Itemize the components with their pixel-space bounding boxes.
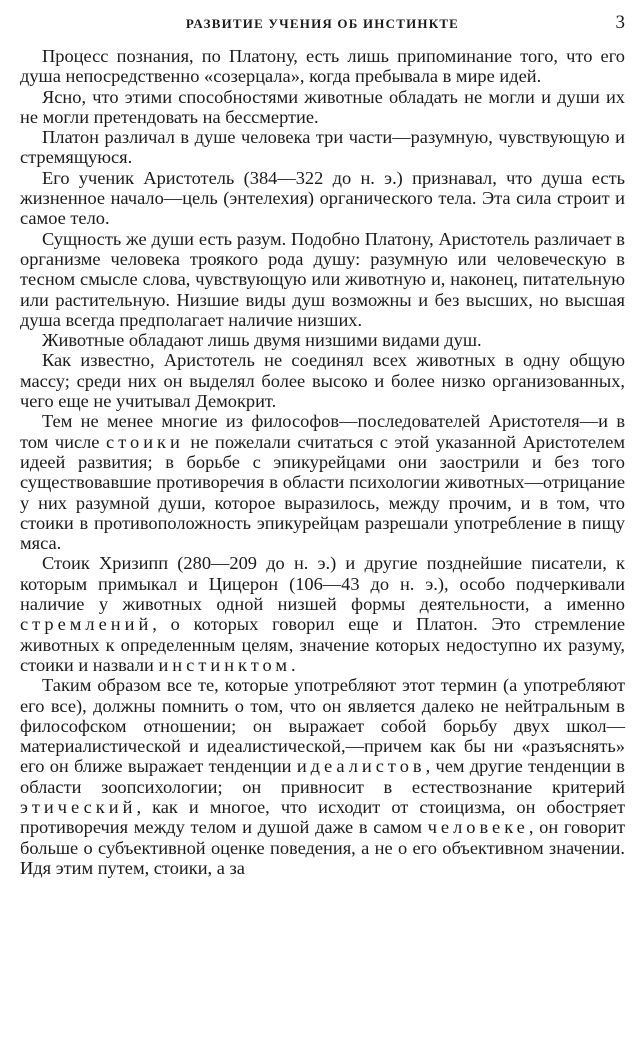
paragraph: Сущность же души есть разум. Подобно Платону, Аристотель различает в организме человека троякого рода душу: разумную или человеческую в тесном смысле слова, чувствующую или животную и, наконец, питательную или растительную. Низшие виды душ возможны и без высших, но высшая душа всегда предполагает наличие низших. xyxy=(20,228,625,330)
paragraph: Животные обладают лишь двумя низшими видами душ. xyxy=(42,330,482,351)
spaced-emphasis: инстинктом xyxy=(158,654,292,675)
page-header xyxy=(20,12,625,46)
page-number: 3 xyxy=(615,12,625,33)
paragraph: Процесс познания, по Платону, есть лишь припоминание того, что его душа непосредственно «созерцала», когда пребывала в мире идей. xyxy=(20,46,625,87)
body-text xyxy=(20,46,625,878)
paragraph: Ясно, что этими способностями животные обладать не могли и души их не могли претендовать на бессмертие. xyxy=(20,86,625,127)
paragraph: Как известно, Аристотель не соединял всех животных в одну общую массу; среди них он выделял более высоко и более низко организованных, чего еще не учитывал Демокрит. xyxy=(20,350,625,412)
paragraph: Таким образом все те, которые употребляют этот термин (а употребляют его все), должны помнить о том, что он является далеко не нейтральным в философском отношении; он выражает собой борьбу двух школ—материалистической и идеалистической,—причем как бы ни «разъяснять» его он ближе выражает тенденции идеалистов, чем другие тенденции в области зоопсихологии; он привносит в естествознание критерий этический, как и многое, что исходит от стоицизма, он обостряет противоречия между телом и душой даже в самом человеке, он говорит больше о субъективной оценке поведения, а не о его объективном значении. Идя этим путем, стоики, а за xyxy=(20,675,625,878)
spaced-emphasis: стоики xyxy=(106,431,184,452)
spaced-emphasis: человеке xyxy=(427,817,529,838)
spaced-emphasis: идеалистов xyxy=(296,756,426,777)
paragraph: Платон различал в душе человека три части—разумную, чувствующую и стремящуюся. xyxy=(20,127,625,168)
book-page xyxy=(20,12,625,878)
spaced-emphasis: стремлений xyxy=(20,614,153,635)
paragraph: Стоик Хризипп (280—209 до н. э.) и другие позднейшие писатели, к которым примыкал и Цицерон (106—43 до н. э.), особо подчеркивали наличие у животных одной низшей формы деятельности, а именно стремлений, о которых говорил еще и Платон. Это стремление животных к определенным целям, значение которых недоступно их разуму, стоики и назвали инстинктом. xyxy=(20,553,625,675)
spaced-emphasis: этический xyxy=(20,796,137,817)
running-head: РАЗВИТИЕ УЧЕНИЯ ОБ ИНСТИНКТЕ xyxy=(185,16,460,31)
paragraph: Его ученик Аристотель (384—322 до н. э.) признавал, что душа есть жизненное начало—цель (энтелехия) органического тела. Эта сила строит и самое тело. xyxy=(20,167,625,229)
paragraph: Тем не менее многие из философов—последователей Аристотеля—и в том числе стоики не пожелали считаться с этой указанной Аристотелем идеей развития; в борьбе с эпикурейцами они заострили и без того существовавшие противоречия в области психологии животных—отрицание у них разумной души, которое выразилось, между прочим, и в том, что стоики в противоположность эпикурейцам разрешали употребление в пищу мяса. xyxy=(20,411,625,554)
